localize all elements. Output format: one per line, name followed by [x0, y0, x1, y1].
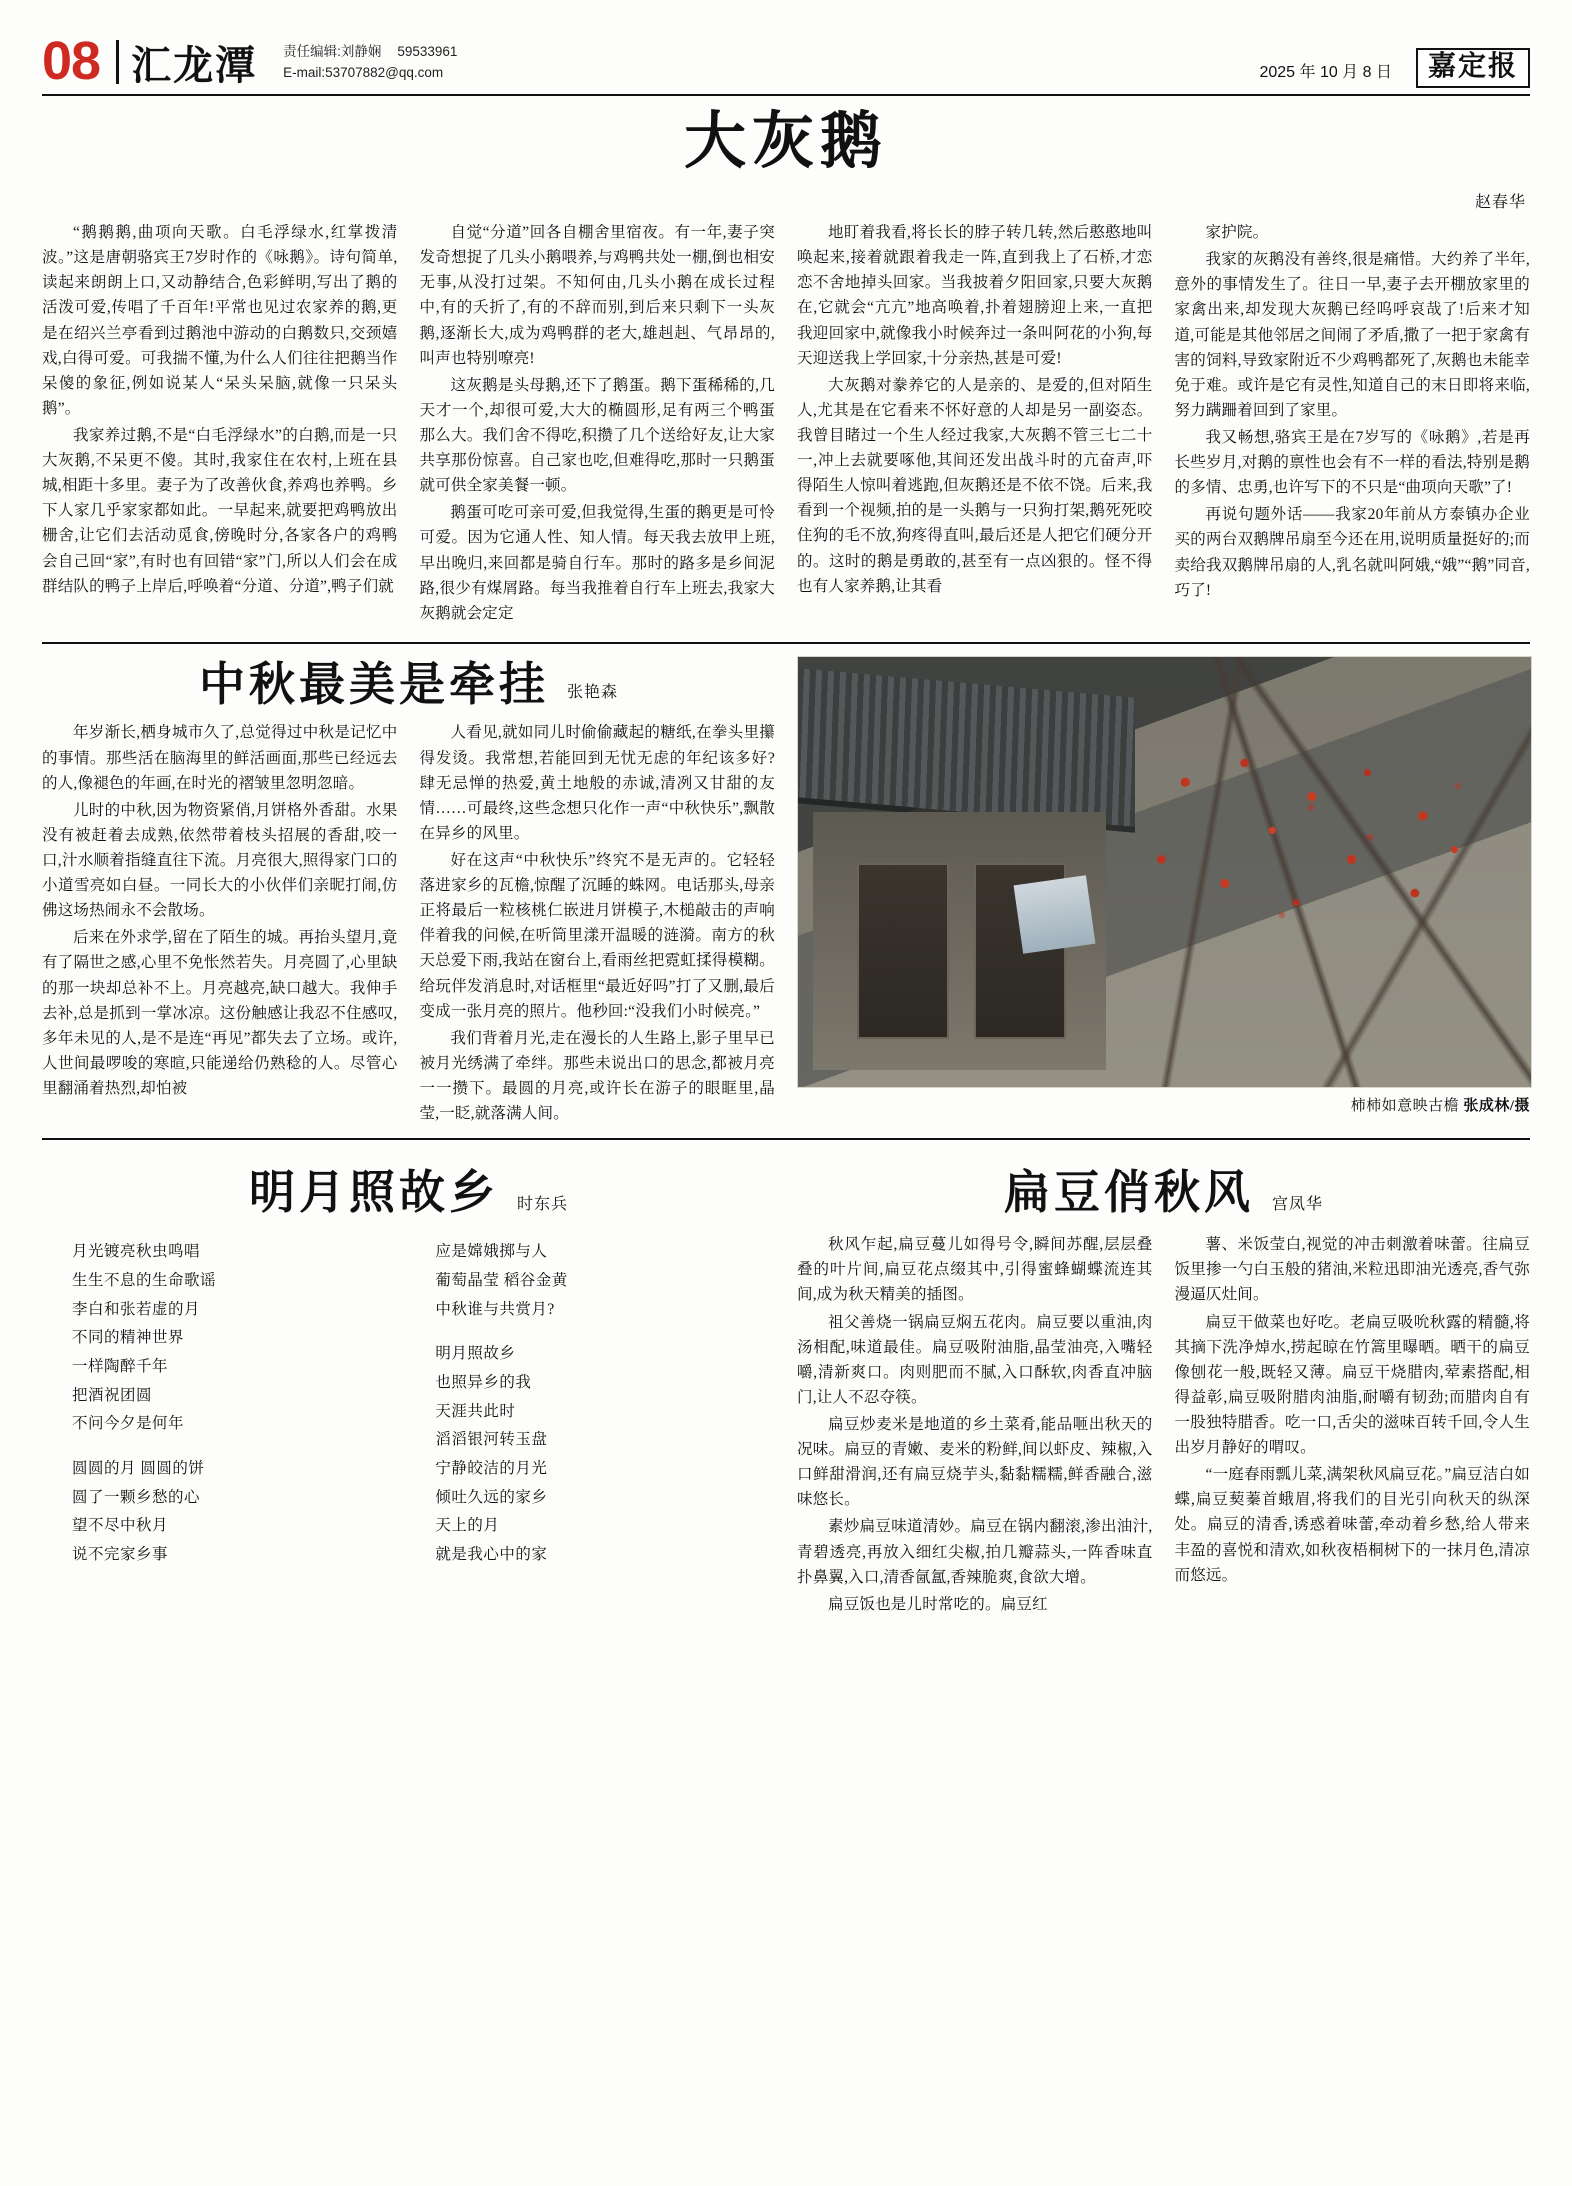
paragraph: 鹅蛋可吃可亲可爱,但我觉得,生蛋的鹅更是可怜可爱。因为它通人性、知人情。每天我去放甲上班,早出晚归,来回都是骑自行车。那时的路多是乡间泥路,很少有煤屑路。每当我推着自行车上班去,我家大灰鹅就会定定	[419, 504, 775, 622]
horizontal-rule	[42, 642, 1530, 644]
paragraph: 自觉“分道”回各自棚舍里宿夜。有一年,妻子突发奇想捉了几头小鹅喂养,与鸡鸭共处一棚,倒也相安无事,从没打过架。不知何由,几头小鹅在成长过程中,有的夭折了,有的不辞而别,到后来只剩下一头灰鹅,逐渐长大,成为鸡鸭群的老大,雄赳赳、气昂昂的,叫声也特别嘹亮!	[419, 224, 775, 367]
poem-line: 一样陶醉千年	[72, 1357, 169, 1375]
paragraph: 我们背着月光,走在漫长的人生路上,影子里早已被月光绣满了牵绊。那些未说出口的思念,都被月亮一一攒下。最圆的月亮,或许长在游子的眼眶里,晶莹,一眨,就落满人间。	[419, 1029, 775, 1123]
page-number: 08	[42, 31, 101, 91]
poem-line: 望不尽中秋月	[72, 1517, 169, 1535]
biandou-column-1	[797, 1232, 1153, 1619]
editor-info	[283, 42, 457, 88]
paragraph: 祖父善烧一锅扁豆焖五花肉。扁豆要以重油,肉汤相配,味道最佳。扁豆吸附油脂,晶莹油亮,入嘴轻嚼,清新爽口。肉则肥而不腻,入口酥软,肉香直冲脑门,让人不忍夺筷。	[797, 1313, 1153, 1406]
article-title-goose: 大灰鹅	[683, 108, 888, 176]
paragraph: 家护院。	[1205, 224, 1269, 242]
paragraph: 这灰鹅是头母鹅,还下了鹅蛋。鹅下蛋稀稀的,几天才一个,却很可爱,大大的椭圆形,足有两三个鸭蛋那么大。我们舍不得吃,积攒了几个送给好友,让大家共享那份惊喜。自己家也吃,但难得吃,那时一只鹅蛋就可供全家美餐一顿。	[419, 376, 775, 495]
photo-door-left	[857, 863, 949, 1039]
poem-line: 天涯共此时	[435, 1402, 516, 1420]
paragraph: 好在这声“中秋快乐”终究不是无声的。它轻轻落进家乡的瓦檐,惊醒了沉睡的蛛网。电话那头,母亲正将最后一粒核桃仁嵌进月饼模子,木槌敲击的声响伴着我的问候,在听筒里漾开温暖的涟漪。南方的秋天总爱下雨,我站在窗台上,看雨丝把霓虹揉得模糊。给玩伴发消息时,对话框里“最近好吗”打了又删,最后变成一张月亮的照片。他秒回:“没我们小时候亮。”	[419, 851, 775, 1020]
article-zhongqiu	[42, 656, 775, 1128]
poem-mingyue	[42, 1150, 775, 1619]
biandou-columns	[797, 1232, 1530, 1619]
article-author-goose: 赵春华	[1474, 194, 1526, 212]
editor-name: 责任编辑:刘静娴	[283, 44, 382, 60]
goose-column-1	[42, 220, 398, 628]
poem-line: 不同的精神世界	[72, 1329, 185, 1347]
goose-columns	[42, 220, 1530, 628]
poem-line: 不问今夕是何年	[72, 1415, 185, 1433]
poem-line: 圆了一颗乡愁的心	[72, 1488, 201, 1506]
photo-block	[797, 656, 1530, 1128]
paragraph: 人看见,就如同儿时偷偷藏起的糖纸,在拳头里攥得发烫。我常想,若能回到无忧无虑的年纪该多好?肆无忌惮的热爱,黄土地般的赤诚,清冽又甘甜的友情……可最终,这些念想只化作一声“中秋快乐”,飘散在异乡的风里。	[419, 724, 775, 842]
poem-column-right	[435, 1238, 758, 1569]
zhongqiu-columns	[42, 720, 775, 1128]
goose-column-4	[1175, 220, 1531, 628]
poem-line: 葡萄晶莹 稻谷金黄	[435, 1271, 568, 1289]
paragraph: 儿时的中秋,因为物资紧俏,月饼格外香甜。水果没有被赶着去成熟,依然带着枝头招展的香甜,咬一口,汁水顺着指缝直往下流。月亮很大,照得家门口的小道雪亮如白昼。一同长大的小伙伴们亲昵打闹,仿佛这场热闹永不会散场。	[42, 801, 398, 920]
photo-credit: 张成林/摄	[1463, 1097, 1530, 1114]
poem-line: 宁静皎洁的月光	[435, 1459, 548, 1477]
horizontal-rule-2	[42, 1138, 1530, 1140]
publish-date: 2025 年 10 月 8 日	[1259, 64, 1392, 81]
poem-stanza-gap	[72, 1439, 395, 1455]
poem-line: 明月照故乡	[435, 1345, 516, 1363]
poem-columns	[42, 1238, 775, 1569]
poem-line: 把酒祝团圆	[72, 1386, 153, 1404]
article-title-biandou: 扁豆俏秋风	[1003, 1167, 1254, 1219]
middle-band	[42, 656, 1530, 1128]
section-title: 汇龙潭	[131, 43, 258, 88]
paragraph: 扁豆炒麦米是地道的乡土菜肴,能品咂出秋天的况味。扁豆的青嫩、麦米的粉鲜,间以虾皮、辣椒,入口鲜甜滑润,还有扁豆烧芋头,黏黏糯糯,鲜香融合,滋味悠长。	[797, 1415, 1153, 1509]
goose-column-2	[420, 220, 776, 628]
paragraph: 素炒扁豆味道清妙。扁豆在锅内翻滚,渗出油汁,青碧透亮,再放入细红尖椒,拍几瓣蒜头,一阵香味直扑鼻翼,入口,清香氤氲,香辣脆爽,食欲大增。	[797, 1518, 1153, 1586]
photo-caption	[797, 1094, 1530, 1115]
editor-email: E-mail:53707882@qq.com	[283, 65, 444, 81]
masthead-divider	[116, 40, 119, 84]
poem-line: 倾吐久远的家乡	[435, 1488, 548, 1506]
poem-line: 中秋谁与共赏月?	[435, 1300, 555, 1318]
article-title-zhongqiu: 中秋最美是牵挂	[198, 658, 549, 710]
poem-line: 天上的月	[435, 1517, 500, 1535]
paper-logo: 嘉定报	[1416, 48, 1530, 88]
bottom-band	[42, 1150, 1530, 1619]
poem-line: 应是嫦娥掷与人	[435, 1243, 548, 1261]
poem-line: 生生不息的生命歌谣	[72, 1271, 217, 1289]
poem-line: 月光镀亮秋虫鸣唱	[72, 1243, 201, 1261]
paragraph: 扁豆干做菜也好吃。老扁豆吸吮秋露的精髓,将其摘下洗净焯水,捞起晾在竹篙里曝晒。晒干的扁豆像刨花一般,既轻又薄。扁豆干烧腊肉,荤素搭配,相得益彰,扁豆吸附腊肉油脂,耐嚼有韧劲;而腊肉自有一股独特腊香。吃一口,舌尖的滋味百转千回,令人生出岁月静好的喟叹。	[1174, 1313, 1530, 1457]
poem-line: 就是我心中的家	[435, 1545, 548, 1563]
paragraph: “鹅鹅鹅,曲项向天歌。白毛浮绿水,红掌拨清波。”这是唐朝骆宾王7岁时作的《咏鹅》。诗句简单,读起来朗朗上口,又动静结合,色彩鲜明,写出了鹅的活泼可爱,传唱了千百年!平常也见过农家养的鹅,更是在绍兴兰亭看到过鹅池中游动的白鹅数只,交颈嬉戏,白得可爱。可我揣不懂,为什么人们往往把鹅当作呆傻的象征,例如说某人“呆头呆脑,就像一只呆头鹅”。	[42, 224, 398, 417]
article-biandou	[797, 1150, 1530, 1619]
poem-author-mingyue: 时东兵	[516, 1196, 568, 1214]
paragraph: 扁豆饭也是儿时常吃的。扁豆红	[828, 1595, 1048, 1613]
article-da-hui-e	[42, 110, 1530, 628]
paragraph: 再说句题外话——我家20年前从方泰镇办企业买的两台双鹅牌吊扇至今还在用,说明质量挺好的;而卖给我双鹅牌吊扇的人,乳名就叫阿娥,“娥”“鹅”同音,巧了!	[1174, 506, 1530, 599]
poem-line: 圆圆的月 圆圆的饼	[72, 1459, 205, 1477]
article-author-biandou: 宫凤华	[1271, 1196, 1323, 1214]
poem-line: 李白和张若虚的月	[72, 1300, 201, 1318]
photo-persimmon-eaves	[797, 656, 1532, 1088]
paragraph: “一庭春雨瓢儿菜,满架秋风扁豆花。”扁豆洁白如蝶,扁豆葜蓁首蛾眉,将我们的目光引向秋天的纵深处。扁豆的清香,诱惑着味蕾,牵动着乡愁,给人带来丰盈的喜悦和清欢,如秋夜梧桐树下的一抹月色,清凉而悠远。	[1174, 1466, 1530, 1584]
editor-phone: 59533961	[397, 44, 458, 60]
paragraph: 我又畅想,骆宾王是在7岁写的《咏鹅》,若是再长些岁月,对鹅的禀性也会有不一样的看法,特别是鹅的多情、忠勇,也许写下的不只是“曲项向天歌”了!	[1174, 428, 1530, 497]
poem-line: 也照异乡的我	[435, 1373, 532, 1391]
poem-column-left	[72, 1238, 395, 1569]
paragraph: 我家养过鹅,不是“白毛浮绿水”的白鹅,而是一只大灰鹅,不呆更不傻。其时,我家住在农村,上班在县城,相距十多里。妻子为了改善伙食,养鸡也养鸭。乡下人家几乎家家都如此。一早起来,就要把鸡鸭放出栅舍,让它们去活动觅食,傍晚时分,各家各户的鸡鸭会自己回“家”,有时也有回错“家”门,所以人们会在成群结队的鸭子上岸后,呼唤着“分道、分道”,鸭子们就	[42, 426, 398, 595]
photo-caption-text: 柿柿如意映古檐	[1350, 1097, 1460, 1114]
article-author-zhongqiu: 张艳森	[566, 684, 618, 702]
poem-title-mingyue: 明月照故乡	[248, 1167, 499, 1219]
paragraph: 秋风乍起,扁豆蔓儿如得号令,瞬间苏醒,层层叠叠的叶片间,扁豆花点缀其中,引得蜜蜂蝴蝶流连其间,成为秋天精美的插图。	[797, 1236, 1153, 1304]
poem-line: 滔滔银河转玉盘	[435, 1431, 548, 1449]
goose-column-3	[797, 220, 1153, 628]
masthead	[42, 26, 1530, 96]
biandou-column-2	[1175, 1232, 1531, 1619]
zhongqiu-column-2	[420, 720, 776, 1128]
paragraph: 我家的灰鹅没有善终,很是痛惜。大约养了半年,意外的事情发生了。往日一早,妻子去开棚放家里的家禽出来,却发现大灰鹅已经呜呼哀哉了!后来才知道,可能是其他邻居之间闹了矛盾,撒了一把于家禽有害的饲料,导致家附近不少鸡鸭都死了,灰鹅也未能幸免于难。或许是它有灵性,知道自己的末日即将来临,努力蹒跚着回到了家里。	[1174, 251, 1530, 419]
paragraph: 后来在外求学,留在了陌生的城。再抬头望月,竟有了隔世之感,心里不免怅然若失。月亮圆了,心里缺的那一块却总补不上。月亮越亮,缺口越大。我伸手去补,总是抓到一掌冰凉。这份触感让我忍不住感叹,多年未见的人,是不是连“再见”都失去了立场。或许,人世间最啰唆的寒暄,只能递给仍熟稔的人。尽管心里翻涌着热烈,却怕被	[42, 929, 398, 1097]
poem-line: 说不完家乡事	[72, 1545, 169, 1563]
paragraph: 年岁渐长,栖身城市久了,总觉得过中秋是记忆中的事情。那些活在脑海里的鲜活画面,那些已经远去的人,像褪色的年画,在时光的褶皱里忽明忽暗。	[42, 724, 398, 792]
paragraph: 地盯着我看,将长长的脖子转几转,然后憨憨地叫唤起来,接着就跟着我走一阵,直到我上了石桥,才恋恋不舍地掉头回家。当我披着夕阳回家,只要大灰鹅在,它就会“亢亢”地高唤着,扑着翅膀迎上来,一直把我迎回家中,就像我小时候奔过一条叫阿花的小狗,每天迎送我上学回家,十分亲热,甚是可爱!	[797, 224, 1153, 367]
poem-stanza-gap	[435, 1324, 758, 1340]
paragraph: 薯、米饭莹白,视觉的冲击刺激着味蕾。往扁豆饭里掺一勺白玉般的猪油,米粒迅即油光透亮,香气弥漫逼仄灶间。	[1174, 1236, 1530, 1304]
paragraph: 大灰鹅对豢养它的人是亲的、是爱的,但对陌生人,尤其是在它看来不怀好意的人却是另一副姿态。我曾目睹过一个生人经过我家,大灰鹅不管三七二十一,冲上去就要啄他,其间还发出战斗时的亢奋声,吓得陌生人惊叫着逃跑,但灰鹅还是不依不饶。后来,我看到一个视频,拍的是一头鹅与一只狗打架,鹅死死咬住狗的毛不放,狗疼得直叫,最后还是人把它们硬分开的。这时的鹅是勇敢的,甚至有一点凶狠的。怪不得也有人家养鹅,让其看	[797, 376, 1153, 595]
photo-persimmons	[1106, 734, 1502, 975]
zhongqiu-column-1	[42, 720, 398, 1128]
